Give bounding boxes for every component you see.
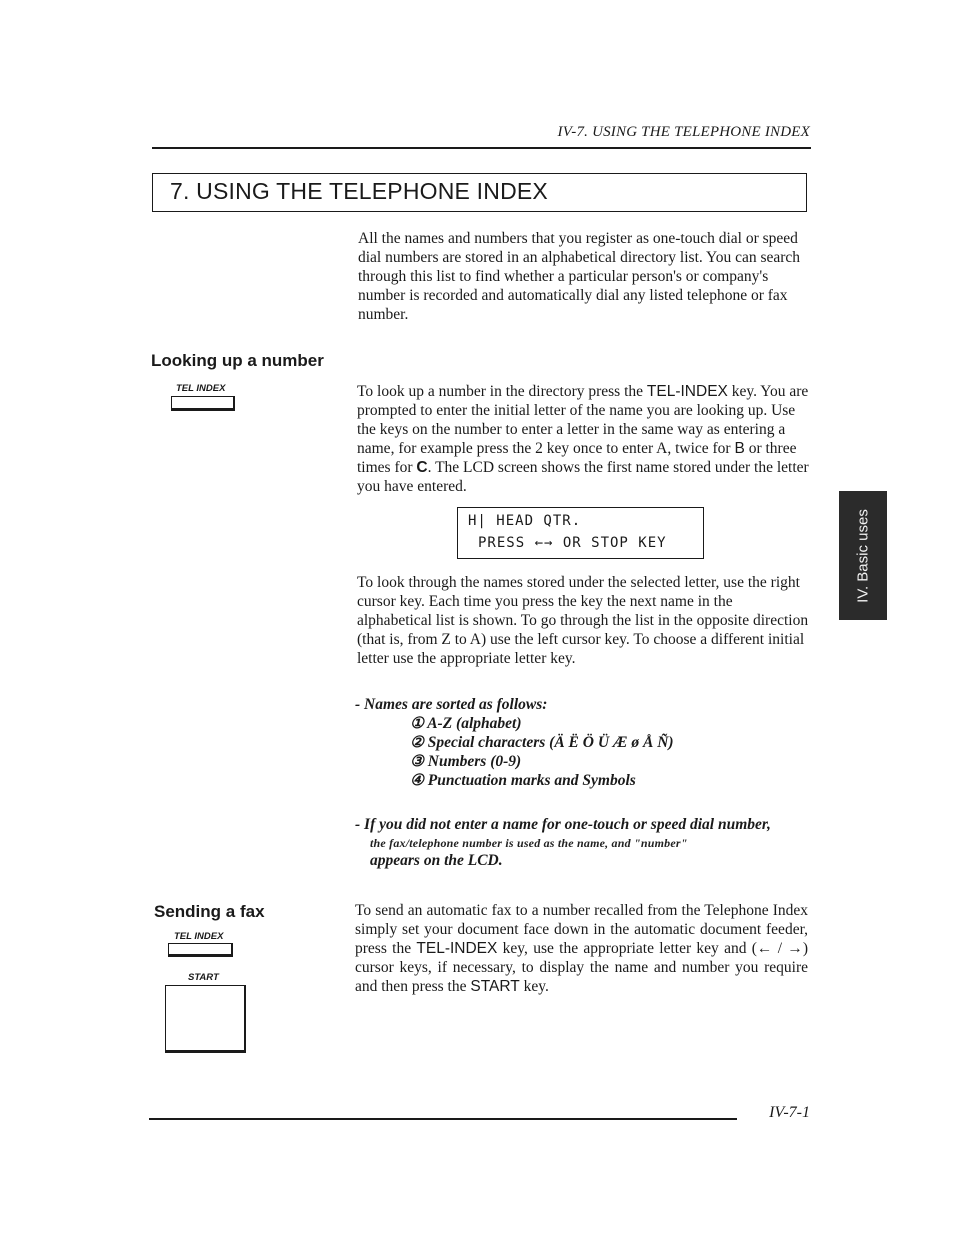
no-name-note-line2: the fax/telephone number is used as the name, and "number" (370, 836, 688, 850)
page-number: IV-7-1 (769, 1104, 810, 1121)
sort-item: ① A-Z (alphabet) (410, 715, 522, 732)
tel-index-key-label-2: TEL INDEX (174, 931, 224, 942)
start-key-icon (165, 985, 246, 1053)
no-name-note-line3: appears on the LCD. (370, 852, 503, 869)
footer-rule (149, 1118, 737, 1120)
sort-note-lead: - Names are sorted as follows: (355, 696, 548, 713)
lookup-text-d: . The LCD screen shows the first name stored under the letter you have entered. (357, 459, 809, 495)
tel-index-key-label: TEL INDEX (176, 383, 226, 394)
sort-item: ④ Punctuation marks and Symbols (410, 772, 636, 789)
tel-index-key-icon-2 (168, 943, 233, 957)
section-heading-looking-up: Looking up a number (151, 351, 324, 370)
sending-text-a: To send an automatic fax to a number recalled from the Telephone Index simply set your document face down in the automatic document feeder, press the (355, 902, 808, 957)
running-head: IV-7. USING THE TELEPHONE INDEX (557, 124, 810, 140)
letter-b: B (734, 440, 745, 457)
start-key-name: START (470, 978, 520, 995)
header-rule (152, 147, 811, 149)
page-title: 7. USING THE TELEPHONE INDEX (170, 178, 548, 204)
intro-paragraph: All the names and numbers that you register as one-touch dial or speed dial numbers are stored in an alphabetical directory list. You can search through this list to find whether a particular person's or company's number is recorded and automatically dial any listed telephone or fax number. (358, 230, 801, 323)
chapter-side-tab-label: IV. Basic uses (854, 508, 872, 603)
letter-c: C (416, 459, 428, 476)
lookup-paragraph (357, 382, 810, 496)
sending-paragraph (355, 901, 808, 996)
lookup-text-a: To look up a number in the directory press the (357, 383, 647, 400)
sending-text-c: key. (519, 978, 549, 995)
lcd-line-2: PRESS ←→ OR STOP KEY (478, 535, 667, 551)
tel-index-key-name-2: TEL-INDEX (416, 940, 498, 957)
lookup-text-c: or three times for (357, 440, 797, 476)
sending-text-b: key, use the appropriate letter key and (← / →) cursor keys, if necessary, to display the name and number you require and then press the (355, 940, 808, 995)
lcd-display (457, 507, 704, 559)
chapter-side-tab (839, 491, 887, 620)
sort-note (355, 695, 815, 790)
sort-item: ③ Numbers (0-9) (410, 753, 522, 770)
tel-index-key-name: TEL-INDEX (646, 383, 728, 400)
lookup-text-b: key. You are prompted to enter the initial letter of the name you are looking up. Use the keys on the number to enter a letter in the same way as entering a name, for example press the 2 key once to enter A, twice for (357, 383, 809, 457)
no-name-note-line1: - If you did not enter a name for one-touch or speed dial number, (355, 816, 771, 833)
browse-paragraph: To look through the names stored under the selected letter, use the right cursor key. Each time you press the key the next name in the alphabetical list is shown. To go through the list in the opposite direction (that is, from Z to A) use the left cursor key. To choose a different initial letter use the appropriate letter key. (357, 574, 809, 667)
start-key-label: START (188, 972, 219, 983)
sort-item: ② Special characters (Ä Ë Ö Ü Æ ø Å Ñ) (410, 734, 674, 751)
no-name-note (355, 816, 815, 870)
lcd-line-1: H| HEAD QTR. (468, 513, 582, 529)
section-heading-sending: Sending a fax (154, 902, 265, 921)
tel-index-key-icon (171, 396, 235, 411)
